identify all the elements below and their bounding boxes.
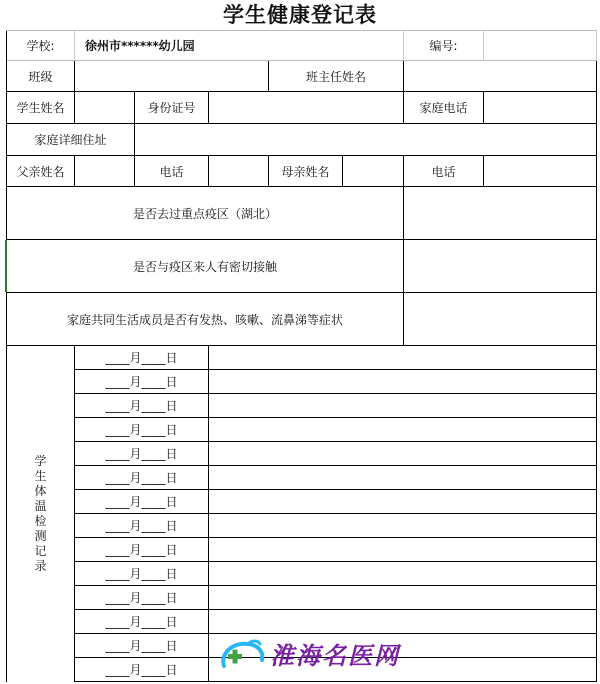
address-value[interactable] bbox=[135, 124, 597, 156]
mother-name-label: 母亲姓名 bbox=[269, 156, 343, 187]
temperature-record-label-text: 学生体温检测记录 bbox=[34, 454, 47, 573]
student-name-value[interactable] bbox=[75, 92, 135, 124]
address-label: 家庭详细住址 bbox=[7, 124, 135, 156]
temperature-date-cell[interactable]: ____月____日 bbox=[75, 442, 209, 466]
question-family-symptoms: 家庭共同生活成员是否有发热、咳嗽、流鼻涕等症状 bbox=[7, 293, 404, 346]
id-number-label: 身份证号 bbox=[135, 92, 209, 124]
temperature-value-cell[interactable] bbox=[209, 562, 597, 586]
temperature-date-cell[interactable]: ____月____日 bbox=[75, 634, 209, 658]
father-name-value[interactable] bbox=[75, 156, 135, 187]
school-label: 学校: bbox=[7, 31, 75, 61]
number-label: 编号: bbox=[404, 31, 484, 61]
temperature-date-cell[interactable]: ____月____日 bbox=[75, 370, 209, 394]
temperature-date-cell[interactable]: ____月____日 bbox=[75, 610, 209, 634]
temperature-date-cell[interactable]: ____月____日 bbox=[75, 394, 209, 418]
temperature-date-cell[interactable]: ____月____日 bbox=[75, 658, 209, 682]
class-value[interactable] bbox=[75, 61, 269, 92]
form-title: 学生健康登记表 bbox=[223, 3, 377, 27]
teacher-value[interactable] bbox=[404, 61, 597, 92]
temperature-value-cell[interactable] bbox=[209, 370, 597, 394]
temperature-value-cell[interactable] bbox=[209, 538, 597, 562]
temperature-value-cell[interactable] bbox=[209, 490, 597, 514]
father-name-label: 父亲姓名 bbox=[7, 156, 75, 187]
temperature-date-cell[interactable]: ____月____日 bbox=[75, 466, 209, 490]
watermark-text: 淮海名医网 bbox=[270, 641, 400, 670]
class-label: 班级 bbox=[7, 61, 75, 92]
temperature-value-cell[interactable] bbox=[209, 466, 597, 490]
id-number-value[interactable] bbox=[209, 92, 404, 124]
number-value[interactable] bbox=[484, 31, 597, 61]
temperature-date-cell[interactable]: ____月____日 bbox=[75, 586, 209, 610]
temperature-date-cell[interactable]: ____月____日 bbox=[75, 538, 209, 562]
mother-phone-value[interactable] bbox=[484, 156, 597, 187]
mother-phone-label: 电话 bbox=[404, 156, 484, 187]
question-hubei-visit: 是否去过重点疫区（湖北） bbox=[7, 187, 404, 240]
temperature-value-cell[interactable] bbox=[209, 418, 597, 442]
home-phone-label: 家庭电话 bbox=[404, 92, 484, 124]
temperature-value-cell[interactable] bbox=[209, 610, 597, 634]
home-phone-value[interactable] bbox=[484, 92, 597, 124]
answer-family-symptoms[interactable] bbox=[404, 293, 597, 346]
mother-name-value[interactable] bbox=[343, 156, 404, 187]
temperature-value-cell[interactable] bbox=[209, 394, 597, 418]
temperature-record-label bbox=[7, 346, 75, 682]
temperature-date-cell[interactable]: ____月____日 bbox=[75, 514, 209, 538]
selection-edge-marker bbox=[5, 240, 7, 292]
answer-close-contact[interactable] bbox=[404, 240, 597, 293]
school-value: 徐州市******幼儿园 bbox=[75, 31, 404, 61]
temperature-value-cell[interactable] bbox=[209, 346, 597, 370]
temperature-date-cell[interactable]: ____月____日 bbox=[75, 346, 209, 370]
father-phone-label: 电话 bbox=[135, 156, 209, 187]
student-name-label: 学生姓名 bbox=[7, 92, 75, 124]
temperature-date-cell[interactable]: ____月____日 bbox=[75, 562, 209, 586]
temperature-date-cell[interactable]: ____月____日 bbox=[75, 418, 209, 442]
question-close-contact: 是否与疫区来人有密切接触 bbox=[7, 240, 404, 293]
health-registration-form bbox=[6, 30, 597, 682]
father-phone-value[interactable] bbox=[209, 156, 269, 187]
temperature-value-cell[interactable] bbox=[209, 586, 597, 610]
teacher-label: 班主任姓名 bbox=[269, 61, 404, 92]
watermark bbox=[214, 632, 414, 676]
temperature-date-cell[interactable]: ____月____日 bbox=[75, 490, 209, 514]
answer-hubei-visit[interactable] bbox=[404, 187, 597, 240]
medical-cross-logo-icon bbox=[218, 636, 266, 672]
temperature-value-cell[interactable] bbox=[209, 442, 597, 466]
temperature-value-cell[interactable] bbox=[209, 514, 597, 538]
